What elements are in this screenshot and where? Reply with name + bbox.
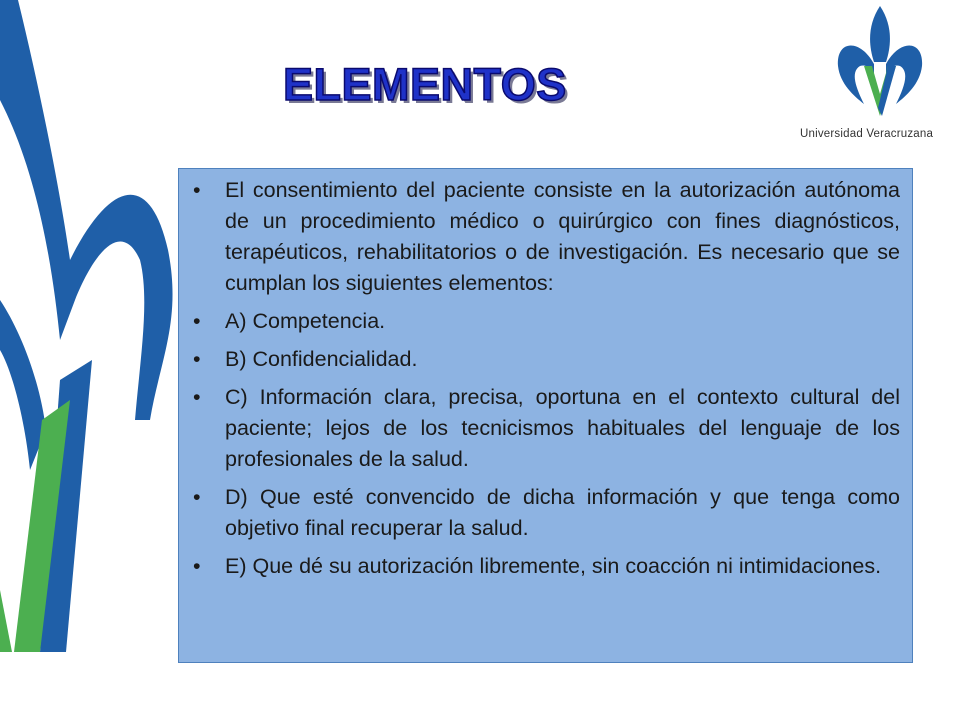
bullet-list (189, 175, 900, 582)
bullet-text: A) Competencia. (225, 309, 386, 333)
bullet-text: E) Que dé su autorización libremente, sin coacción ni intimidaciones. (225, 554, 882, 578)
flor-de-lis-logo-icon (830, 4, 930, 122)
bullet-icon: • (193, 309, 201, 333)
bullet-icon: • (193, 554, 201, 578)
slide-title: ELEMENTOS (283, 59, 567, 110)
list-item (189, 482, 900, 544)
bullet-icon: • (193, 347, 201, 371)
bullet-text: D) Que esté convencido de dicha información y que tenga como objetivo final recuperar la salud. (225, 485, 900, 540)
bullet-icon: • (193, 485, 201, 509)
list-item (189, 306, 900, 337)
content-box (178, 168, 913, 663)
logo-wordmark: Universidad Veracruzana (800, 128, 934, 140)
list-item (189, 551, 900, 582)
bullet-icon: • (193, 385, 201, 409)
university-logo (800, 4, 960, 144)
list-item (189, 175, 900, 299)
bullet-text: El consentimiento del paciente consiste en la autorización autónoma de un procedimiento médico o quirúrgico con fines diagnósticos, terapéuticos, rehabilitatorios o de investigación. Es necesario que se cumplan los siguientes elementos: (225, 178, 900, 295)
list-item (189, 344, 900, 375)
background-green-sliver (0, 590, 12, 652)
bullet-text: B) Confidencialidad. (225, 347, 418, 371)
bullet-icon: • (193, 178, 201, 202)
list-item (189, 382, 900, 475)
bullet-text: C) Información clara, precisa, oportuna en el contexto cultural del paciente; lejos de los tecnicismos habituales del lenguaje de los profesionales de la salud. (225, 385, 900, 471)
